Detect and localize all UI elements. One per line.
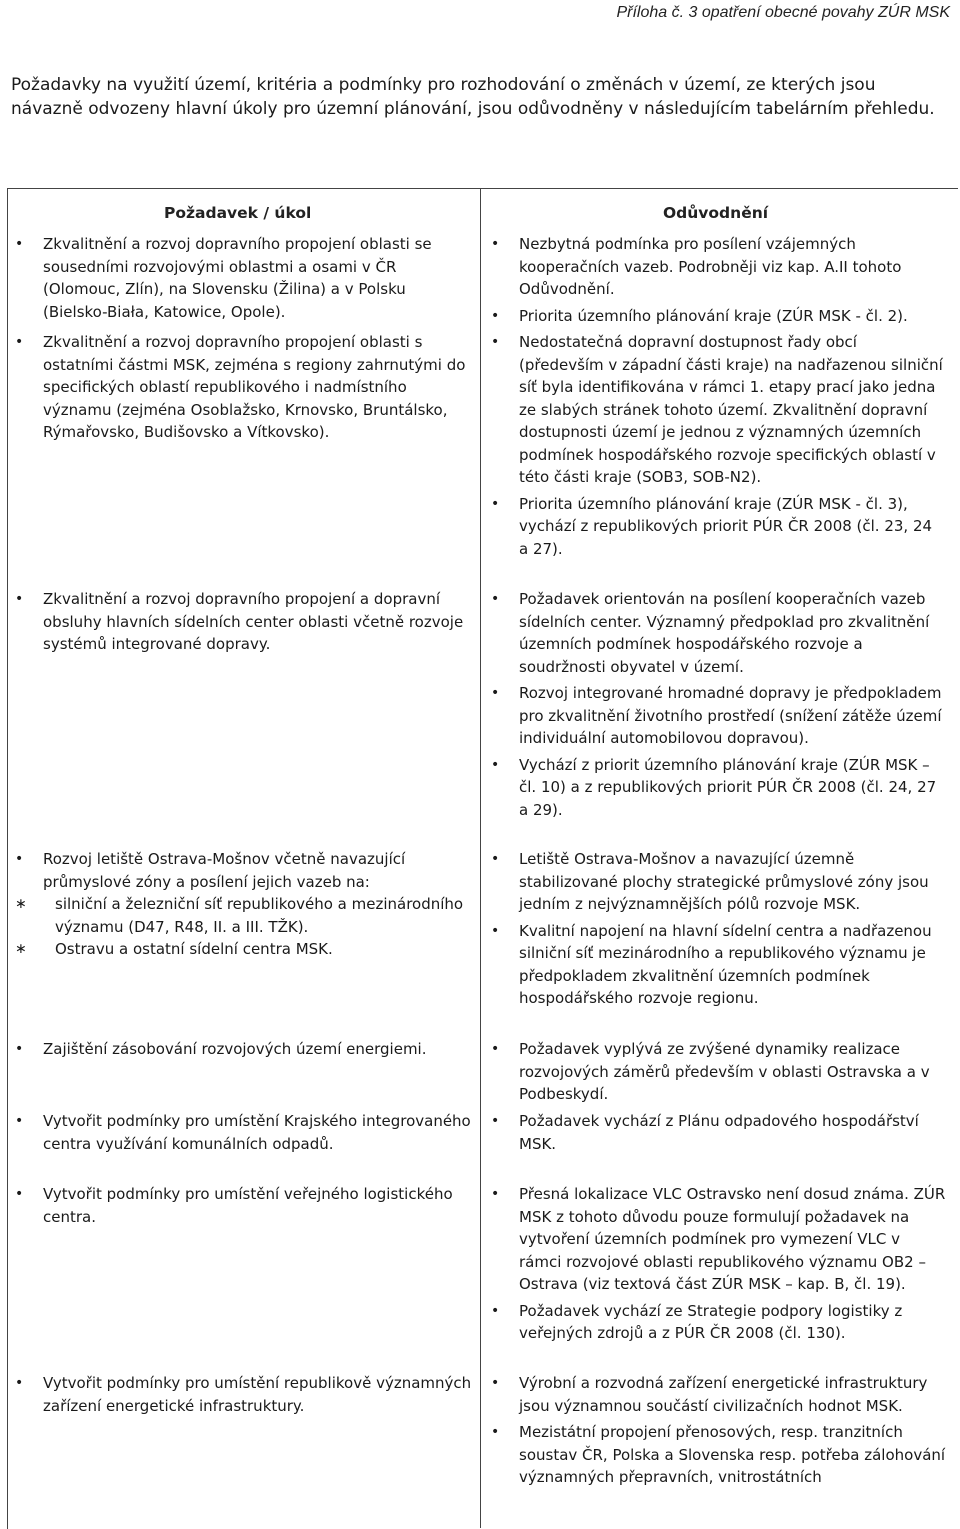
requirement-cell bbox=[15, 848, 475, 961]
justification-cell bbox=[491, 588, 946, 821]
list-item: • Požadavek vychází z Plánu odpadového hospodářství MSK. bbox=[491, 1112, 919, 1153]
list-item: • Přesná lokalizace VLC Ostravsko není dosud známa. ZÚR MSK z tohoto důvodu pouze formulují požadavek na vytvoření územních podmínek pro vymezení VLC v rámci rozvojové oblasti republikového významu OB2 – Ostrava (viz textová část ZÚR MSK – kap. B, čl. 19). bbox=[491, 1185, 946, 1293]
list-item: • Rozvoj integrované hromadné dopravy je předpokladem pro zkvalitnění životního prostředí (snížení zátěže území individuální automobilovou dopravou). bbox=[491, 684, 942, 747]
bullet-icon: • bbox=[491, 1375, 500, 1391]
bullet-icon: • bbox=[15, 1113, 24, 1129]
list-item: • Vytvořit podmínky pro umístění veřejného logistického centra. bbox=[15, 1185, 453, 1226]
bullet-icon: • bbox=[15, 1041, 24, 1057]
list-item: • Priorita územního plánování kraje (ZÚR MSK - čl. 3), vychází z republikových priorit PÚR ČR 2008 (čl. 23, 24 a 27). bbox=[491, 494, 933, 558]
list-item: • Rozvoj letiště Ostrava-Mošnov včetně navazující průmyslové zóny a posílení jejich vazeb na: bbox=[15, 850, 406, 891]
list-item: • Vytvořit podmínky pro umístění republikově významných zařízení energetické infrastruktury. bbox=[15, 1374, 472, 1415]
list-item: • Požadavek vyplývá ze zvýšené dynamiky realizace rozvojových záměrů především v oblasti Ostravska a v Podbeskydí. bbox=[491, 1040, 930, 1103]
asterisk-icon: ∗ bbox=[15, 896, 27, 912]
list-item: • Požadavek orientován na posílení kooperačních vazeb sídelních center. Významný předpoklad pro zkvalitnění územních podmínek hospodářského rozvoje a soudržnosti obyvatel v území. bbox=[491, 590, 930, 676]
sub-list-item: ∗ Ostravu a ostatní sídelní centra MSK. bbox=[15, 938, 475, 961]
bullet-icon: • bbox=[491, 922, 500, 939]
list-item: • Zkvalitnění a rozvoj dopravního propojení oblasti se sousedními rozvojovými oblastmi a osami v ČR (Olomouc, Zlín), na Slovensku (Žilina) a v Polsku (Bielsko-Biała, Katowice, Opole). bbox=[15, 235, 432, 321]
justification-cell bbox=[491, 1110, 946, 1155]
justification-cell bbox=[491, 1372, 946, 1489]
bullet-icon: • bbox=[491, 685, 500, 701]
bullet-icon: • bbox=[491, 1302, 500, 1319]
bullet-icon: • bbox=[15, 334, 24, 350]
col-header-requirement: Požadavek / úkol bbox=[164, 204, 312, 222]
bullet-icon: • bbox=[491, 1113, 500, 1129]
bullet-icon: • bbox=[15, 591, 24, 607]
justification-cell bbox=[491, 331, 946, 560]
sub-list-item: ∗ silniční a železniční síť republikového a mezinárodního významu (D47, R48, II. a III. TŽK). bbox=[15, 895, 464, 936]
requirement-cell bbox=[15, 588, 475, 656]
requirement-cell bbox=[15, 1038, 475, 1061]
justification-cell bbox=[491, 233, 946, 327]
column-divider bbox=[480, 188, 481, 1528]
justification-cell bbox=[491, 1038, 946, 1106]
list-item: • Letiště Ostrava-Mošnov a navazující územně stabilizované plochy strategické průmyslové zóny jsou jedním z nejvýznamnějších pólů rozvoje MSK. bbox=[491, 850, 929, 913]
justification-cell bbox=[491, 1183, 946, 1345]
list-item: • Nedostatečná dopravní dostupnost řady obcí (především v západní části kraje) na nadřazenou silniční síť byla identifikována v rámci 1. etapy prací jako jedna ze slabých stránek tohoto území. Zkvalitnění dopravní dostupnosti území je jednou z významných územních podmínek hospodářského rozvoje specifických oblastí v této části kraje (SOB3, SOB-N2). bbox=[491, 333, 943, 486]
bullet-icon: • bbox=[491, 756, 500, 773]
list-item: • Nezbytná podmínka pro posílení vzájemných kooperačních vazeb. Podrobněji viz kap. A.II tohoto Odůvodnění. bbox=[491, 235, 902, 298]
bullet-icon: • bbox=[491, 236, 500, 252]
bullet-icon: • bbox=[491, 1041, 500, 1057]
bullet-icon: • bbox=[15, 236, 24, 252]
requirement-cell bbox=[15, 331, 475, 444]
bullet-icon: • bbox=[15, 1186, 24, 1202]
bullet-icon: • bbox=[15, 851, 24, 867]
list-item: • Zkvalitnění a rozvoj dopravního propojení oblasti s ostatními částmi MSK, zejména s regiony zahrnutými do specifických oblastí republikového i nadmístního významu (zejména Osoblažsko, Krnovsko, Bruntálsko, Rýmařovsko, Budišovsko a Vítkovsko). bbox=[15, 333, 466, 441]
requirement-cell bbox=[15, 233, 475, 323]
bullet-icon: • bbox=[491, 591, 500, 607]
list-item: • Kvalitní napojení na hlavní sídelní centra a nadřazenou silniční síť mezinárodního a republikového významu je předpokladem zkvalitnění územních podmínek hospodářského rozvoje regionu. bbox=[491, 921, 932, 1007]
requirement-cell bbox=[15, 1110, 475, 1155]
bullet-icon: • bbox=[491, 1424, 500, 1440]
requirement-cell bbox=[15, 1183, 475, 1228]
col-header-justification: Odůvodnění bbox=[663, 204, 769, 222]
list-item: • Vychází z priorit územního plánování kraje (ZÚR MSK – čl. 10) a z republikových priorit PÚR ČR 2008 (čl. 24, 27 a 29). bbox=[491, 755, 937, 819]
bullet-icon: • bbox=[491, 1186, 500, 1202]
annex-header: Příloha č. 3 opatření obecné povahy ZÚR MSK bbox=[616, 4, 950, 21]
list-item: • Zkvalitnění a rozvoj dopravního propojení a dopravní obsluhy hlavních sídelních center oblasti včetně rozvoje systémů integrované dopravy. bbox=[15, 590, 464, 653]
bullet-icon: • bbox=[491, 495, 500, 512]
bullet-icon: • bbox=[491, 851, 500, 867]
list-item: • Zajištění zásobování rozvojových území energiemi. bbox=[15, 1038, 475, 1061]
bullet-icon: • bbox=[491, 307, 500, 324]
bullet-icon: • bbox=[491, 334, 500, 350]
intro-paragraph: Požadavky na využití území, kritéria a podmínky pro rozhodování o změnách v území, ze kterých jsou návazně odvozeny hlavní úkoly pro územní plánování, jsou odůvodněny v následujícím tabelárním přehledu. bbox=[11, 75, 935, 119]
list-item: • Mezistátní propojení přenosových, resp. tranzitních soustav ČR, Polska a Slovenska resp. potřeba zálohování významných přepravních, vnitrostátních bbox=[491, 1423, 946, 1486]
list-item: • Požadavek vychází ze Strategie podpory logistiky z veřejných zdrojů a z PÚR ČR 2008 (čl. 130). bbox=[491, 1301, 903, 1342]
bullet-icon: • bbox=[15, 1375, 24, 1391]
requirement-cell bbox=[15, 1372, 475, 1417]
asterisk-icon: ∗ bbox=[15, 941, 27, 957]
list-item: • Výrobní a rozvodná zařízení energetické infrastruktury jsou významnou součástí civilizačních hodnot MSK. bbox=[491, 1374, 928, 1415]
list-item: • Priorita územního plánování kraje (ZÚR MSK - čl. 2). bbox=[491, 305, 946, 328]
list-item: • Vytvořit podmínky pro umístění Krajského integrovaného centra využívání komunálních odpadů. bbox=[15, 1112, 471, 1153]
justification-cell bbox=[491, 848, 946, 1010]
